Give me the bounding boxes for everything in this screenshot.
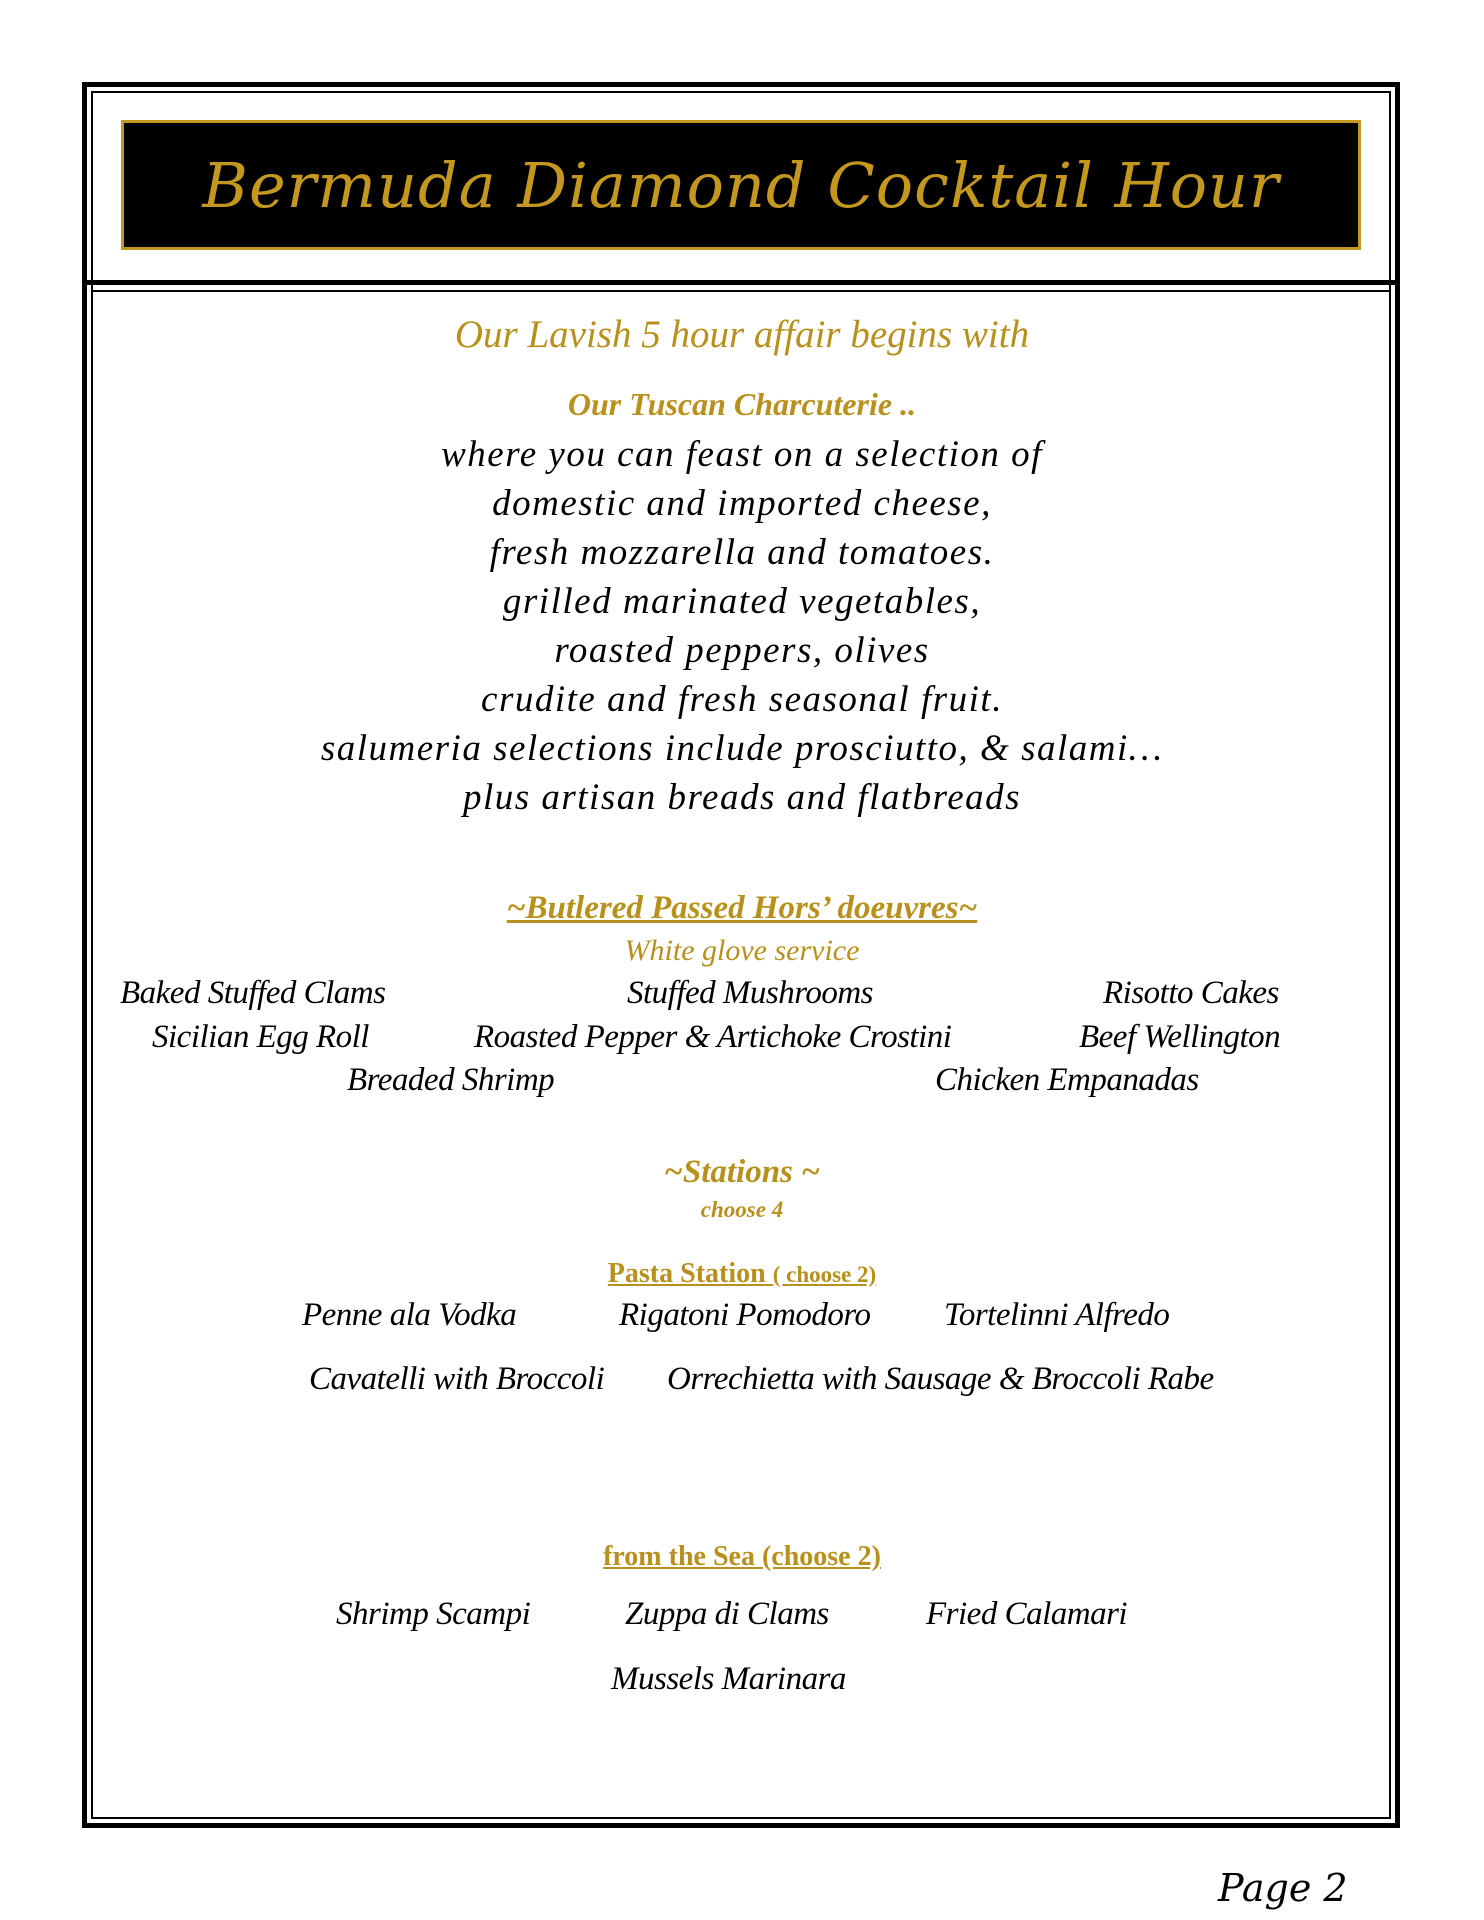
charcuterie-line: plus artisan breads and flatbreads bbox=[462, 777, 1022, 818]
charcuterie-line: domestic and imported cheese, bbox=[492, 483, 992, 524]
hors-item: Beef Wellington bbox=[1079, 1019, 1281, 1055]
page-number: Page 2 bbox=[1218, 1866, 1348, 1910]
title-banner bbox=[121, 120, 1361, 250]
hors-doeuvres-title: ~Butlered Passed Hors’ doeuvres~ bbox=[506, 890, 978, 926]
header-divider bbox=[87, 280, 1395, 285]
sea-item: Zuppa di Clams bbox=[625, 1596, 829, 1632]
pasta-item: Tortelinni Alfredo bbox=[944, 1297, 1170, 1333]
charcuterie-description bbox=[0, 430, 1484, 822]
stations-title: ~Stations ~ bbox=[664, 1154, 820, 1190]
hors-item: Stuffed Mushrooms bbox=[627, 975, 874, 1011]
pasta-item: Rigatoni Pomodoro bbox=[619, 1297, 871, 1333]
sea-item: Fried Calamari bbox=[926, 1596, 1128, 1632]
hors-item: Breaded Shrimp bbox=[347, 1062, 555, 1098]
hors-doeuvres-subtitle: White glove service bbox=[624, 934, 860, 967]
hors-item: Chicken Empanadas bbox=[935, 1062, 1199, 1098]
header-divider-thin bbox=[91, 290, 1391, 292]
charcuterie-line: grilled marinated vegetables, bbox=[502, 581, 982, 622]
charcuterie-line: crudite and fresh seasonal fruit. bbox=[481, 679, 1003, 720]
pasta-station-choose: ( choose 2) bbox=[772, 1262, 877, 1287]
hors-item: Sicilian Egg Roll bbox=[152, 1019, 369, 1055]
charcuterie-line: where you can feast on a selection of bbox=[441, 434, 1043, 475]
sea-item: Shrimp Scampi bbox=[336, 1596, 531, 1632]
pasta-station-label: Pasta Station bbox=[607, 1258, 766, 1289]
hors-item: Baked Stuffed Clams bbox=[120, 975, 386, 1011]
hors-item: Risotto Cakes bbox=[1103, 975, 1279, 1011]
stations-subtitle: choose 4 bbox=[700, 1197, 784, 1222]
charcuterie-title: Our Tuscan Charcuterie .. bbox=[567, 386, 917, 422]
sea-item: Mussels Marinara bbox=[611, 1661, 846, 1697]
hors-item: Roasted Pepper & Artichoke Crostini bbox=[474, 1019, 952, 1055]
sea-station-title: from the Sea (choose 2) bbox=[603, 1541, 881, 1572]
page-title: Bermuda Diamond Cocktail Hour bbox=[202, 148, 1280, 222]
charcuterie-line: fresh mozzarella and tomatoes. bbox=[489, 532, 995, 573]
charcuterie-line: salumeria selections include prosciutto, & salami… bbox=[320, 728, 1164, 769]
intro-text: Our Lavish 5 hour affair begins with bbox=[454, 313, 1030, 356]
charcuterie-line: roasted peppers, olives bbox=[554, 630, 930, 671]
pasta-station-title bbox=[0, 1258, 1484, 1290]
pasta-item: Penne ala Vodka bbox=[302, 1297, 517, 1333]
pasta-item: Cavatelli with Broccoli bbox=[309, 1361, 605, 1397]
pasta-item: Orrechietta with Sausage & Broccoli Rabe bbox=[667, 1361, 1214, 1397]
